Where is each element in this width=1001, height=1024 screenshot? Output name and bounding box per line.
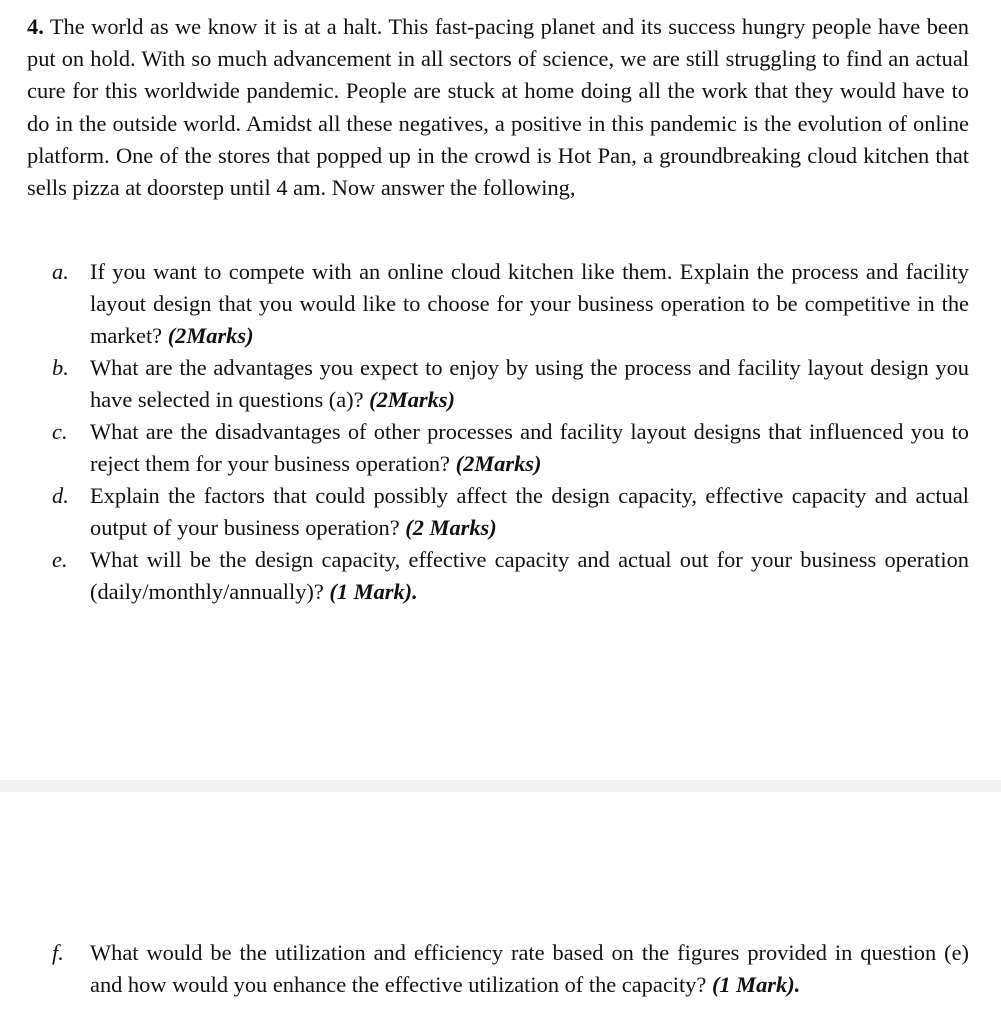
sub-question-marks: (1 Mark).	[329, 579, 418, 604]
sub-question-marks: (1 Mark).	[711, 972, 801, 997]
question-number: 4.	[27, 14, 44, 39]
sub-question-letter: d.	[52, 483, 69, 508]
sub-question-list-continued	[0, 937, 1001, 1001]
sub-question-letter: f.	[52, 940, 64, 965]
sub-question-marks: (2Marks)	[167, 323, 254, 348]
sub-question-letter: c.	[52, 419, 68, 444]
sub-question-b	[0, 352, 969, 416]
sub-question-a	[0, 256, 969, 352]
sub-question-text: If you want to compete with an online cloud kitchen like them. Explain the process and facility layout design that you would like to choose for your business operation to be competitive in the market?	[90, 259, 969, 348]
sub-question-marks: (2Marks)	[455, 451, 542, 476]
sub-question-marks: (2 Marks)	[405, 515, 497, 540]
sub-question-e	[0, 544, 969, 608]
sub-question-marks: (2Marks)	[369, 387, 455, 412]
sub-question-f	[0, 937, 969, 1001]
sub-question-list	[0, 256, 1001, 608]
question-intro-text: The world as we know it is at a halt. This fast-pacing planet and its success hungry people have been put on hold. With so much advancement in all sectors of science, we are still struggling to find an actual cure for this worldwide pandemic. People are stuck at home doing all the work that they would have to do in the outside world. Amidst all these negatives, a positive in this pandemic is the evolution of online platform. One of the stores that popped up in the crowd is Hot Pan, a groundbreaking cloud kitchen that sells pizza at doorstep until 4 am. Now answer the following,	[27, 14, 969, 201]
sub-question-text: What would be the utilization and efficiency rate based on the figures provided in question (e) and how would you enhance the effective utilization of the capacity?	[90, 940, 969, 997]
page-separator	[0, 780, 1001, 792]
sub-question-letter: b.	[52, 355, 69, 380]
sub-question-text: What are the advantages you expect to enjoy by using the process and facility layout design you have selected in questions (a)?	[90, 355, 969, 412]
sub-question-c	[0, 416, 969, 480]
sub-question-text: What are the disadvantages of other processes and facility layout designs that influenced you to reject them for your business operation?	[90, 419, 969, 476]
sub-question-letter: e.	[52, 547, 68, 572]
question-intro	[27, 11, 969, 204]
sub-question-text: What will be the design capacity, effective capacity and actual out for your business operation (daily/monthly/annually)?	[90, 547, 969, 604]
sub-question-text: Explain the factors that could possibly affect the design capacity, effective capacity and actual output of your business operation?	[90, 483, 969, 540]
sub-question-letter: a.	[52, 259, 69, 284]
sub-question-d	[0, 480, 969, 544]
